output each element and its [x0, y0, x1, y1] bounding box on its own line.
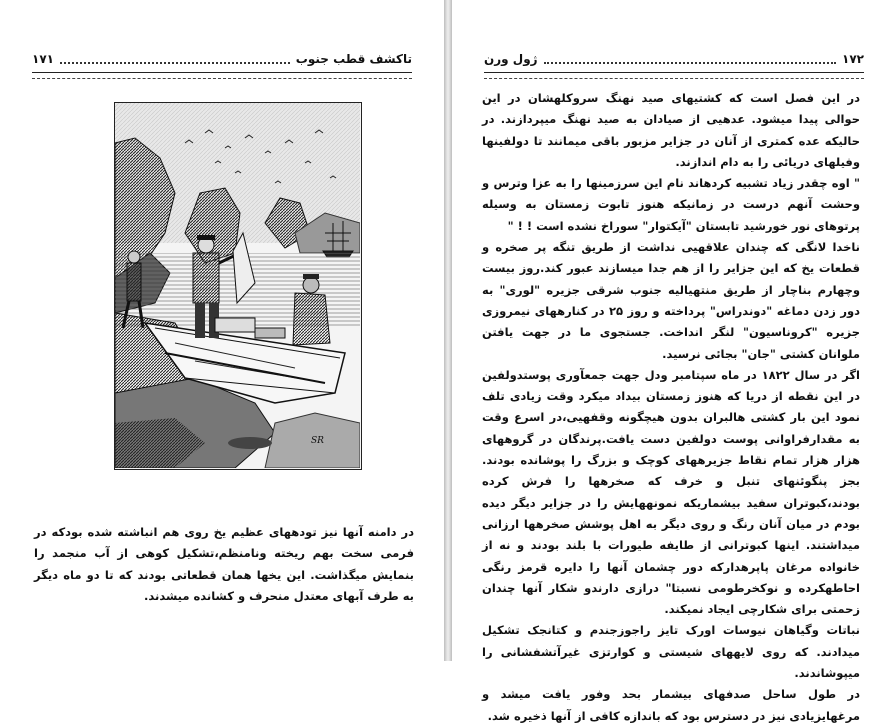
header-leader-dots — [60, 55, 290, 64]
right-running-title: ژول ورن — [484, 52, 538, 66]
book-gutter — [444, 0, 452, 661]
boat-scene-engraving-icon — [115, 103, 360, 468]
right-paragraph-6: در طول ساحل صدفهای بیشمار بحد وفور یافت میشد و مرغهایزیادی نیز در دسترس بود که باندازه کافی از آنها ذخیره شد. — [482, 687, 860, 723]
right-paragraph-5: نباتات وگیاهان نیوسات اورک تایز راجوزجندم و کتانجک تشکیل میدادند. که روی لایههای شیستی و کوارتزی غیرآتشفشانی را میپوشاندند. — [482, 623, 860, 681]
left-running-title: تاکشف قطب جنوب — [295, 52, 412, 66]
left-body-text — [34, 522, 414, 607]
right-paragraph-4: اگر در سال ۱۸۲۲ در ماه سپتامبر ودل جهت جمعآوری پوستدولفین در این نقطه از دریا که هنوز زمستان بیداد میکرد وقت زیادی تلف نمود این بار کشتی هالبران بدون هیچگونه وقفهیی،در اسرع وقت به مقدارفراوانی پوست دولفین دست یافت.پرندگان در گروههای هزار هزار تمام نقاط جزیرههای کوچک و بزرگ را پوشانده بودند. بجز پنگوئنهای تنبل و خرف که صخرهها را فرش کرده بودند،کبوتران سفید بیشماریکه نمونههایش را در جزایر دیگر دیده بودم در میان آنان رنگ و روی دیگر به اهل پوشش صخرهها ارزانی میداشتند. اینها کبوترانی از طایفه طیورات با بلند بودند و نه از خانواده مرغان پاپرهدارکه دور چشمان آنها را دایره قرمز رنگی احاطهکرده و نوکخرطومی نسبتا" درازی دارندو شکار آنها چندان زحمتی برای شکارچی ایجاد نمیکند. — [482, 367, 861, 617]
right-page — [452, 0, 896, 723]
right-paragraph-2: " اوه چقدر زیاد تشبیه کردهاند نام این سرزمینها را به عزا وترس و وحشت آنهم درست در زمانیکه هنوز تابوت زمستان به وسیله پرتوهای نور خورشید تابستان "آیکتوار" سوراخ نشده است ! ! " — [482, 176, 860, 233]
left-paragraph: در دامنه آنها نیز تودههای عظیم یخ روی هم انباشته شده بودکه در فرمی سخت بهم ریخته ونامنظم،تشکیل کوهی از آب منجمد را بنمایش میگذاشت. این یخها همان قطعاتی بودند که تا دو ماه دیگر به طرف آبهای معتدل منحرف و کشانده میشدند. — [34, 525, 414, 603]
header-rule — [32, 72, 412, 73]
right-paragraph-1: در این فصل است که کشتیهای صید نهنگ سروکلهشان در این حوالی پیدا میشود. عدهیی از صیادان به صید نهنگ میپردازند. در حالیکه عده کمتری از آنان در جزایر مزبور باقی میمانند تا دولفینها وفیلهای دریائی را به دام اندازند. — [482, 91, 860, 169]
left-page-header — [32, 50, 412, 68]
engraving-signature: SR — [311, 436, 324, 446]
header-rule-dashed — [484, 78, 864, 79]
header-rule-dashed — [32, 78, 412, 79]
left-page-number: ۱۷۱ — [32, 52, 54, 66]
header-leader-dots — [544, 55, 836, 64]
right-page-header — [484, 50, 864, 68]
right-page-number: ۱۷۲ — [842, 52, 864, 66]
left-page — [0, 0, 444, 661]
engraving-illustration — [114, 102, 362, 470]
right-body-text — [482, 88, 860, 727]
header-rule — [484, 72, 864, 73]
right-paragraph-3: ناخدا لانگی که چندان علاقهیی نداشت از طریق تنگه پر صخره و قطعات یخ که این جزایر را از هم جدا میسازند عبور کند.روز بیست وچهارم بناچار از طریق منتهیالیه جنوب شرقی جزیره "لوری" به دور زدن دماغه "دوندراس" پرداخته و روز ۲۵ در کنارههای نیمروزی جزیره "کروناسیون" لنگر انداخت. جستجوی ما در جهت یافتن ملوانان کشتی "جان" بجائی نرسید. — [482, 240, 861, 361]
